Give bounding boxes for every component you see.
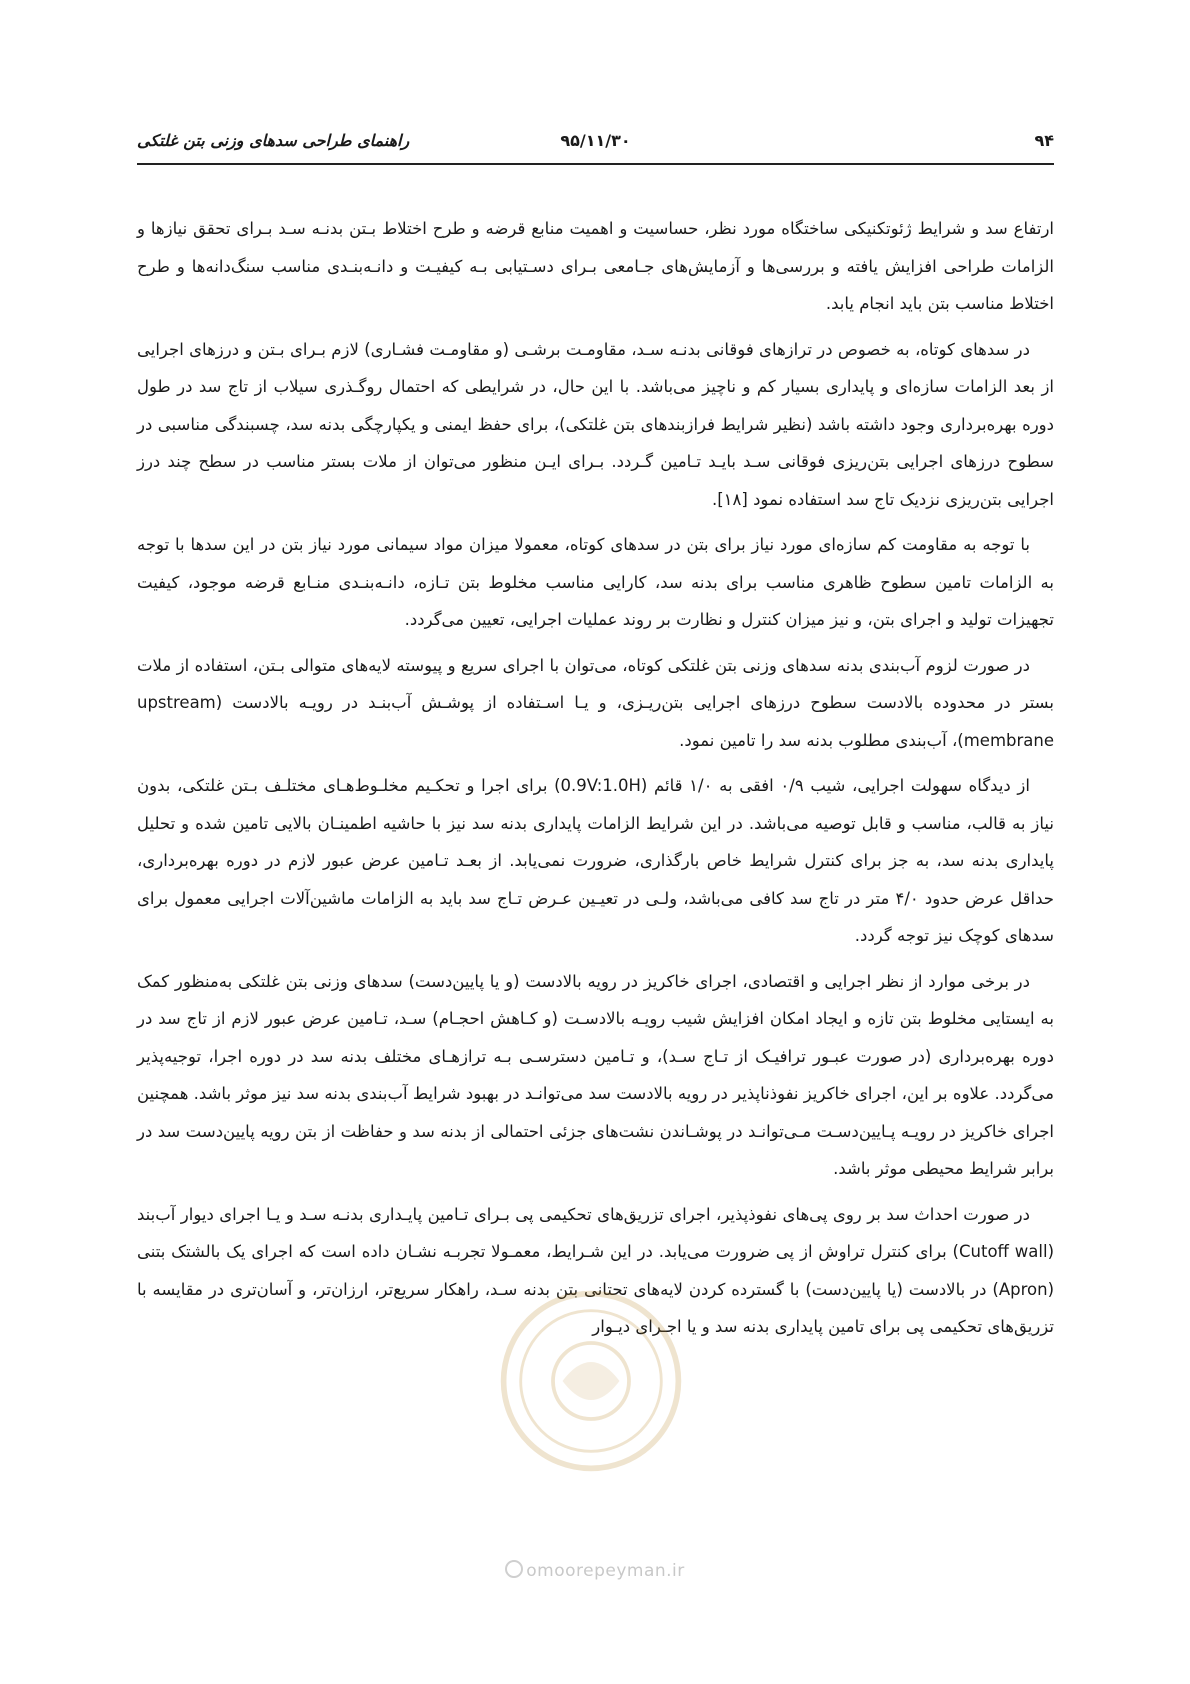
page-header bbox=[137, 127, 1054, 165]
paragraph: با توجه به مقاومت کم سازه‌ای مورد نیاز برای بتن در سدهای کوتاه، معمولا میزان مواد سیمانی مورد نیاز بتن در این سدها با توجه به الزامات تامین سطوح ظاهری مناسب برای بدنه سد، کارایی مناسب مخلوط بتن تـازه، دانـه‌بنـدی منـابع قرضه موجود، کیفیت تجهیزات تولید و اجرای بتن، و نیز میزان کنترل و نظارت بر روند عملیات اجرایی، تعیین می‌گردد. bbox=[137, 535, 1054, 629]
document-title: راهنمای طراحی سدهای وزنی بتن غلتکی bbox=[137, 131, 410, 150]
watermark-site-label: omoorepeyman.ir bbox=[526, 1561, 685, 1581]
paragraph: در صورت احداث سد بر روی پی‌های نفوذپذیر، اجرای تزریق‌های تحکیمی پی بـرای تـامین پایـداری بدنـه سـد و یـا اجرای دیوار آب‌بند (Cutoff wall) برای کنترل تراوش از پی ضرورت می‌یابد. در این شـرایط، معمـولا تجربـه نشـان داده است که اجرای یک بالشتک بتنی (Apron) در بالادست (یا پایین‌دست) با گسترده کردن لایه‌های تحتانی بتن بدنه سـد، راهکار سریع‌تر، ارزان‌تر، و آسان‌تری در مقایسه با تزریق‌های تحکیمی پی برای تامین پایداری بدنه سد و یا اجـرای دیـوار bbox=[137, 1204, 1054, 1336]
paragraph: از دیدگاه سهولت اجرایی، شیب ۰/۹ افقی به ۱/۰ قائم (0.9V:1.0H) برای اجرا و تحکـیم مخلـوط‌هـای مختلـف بـتن غلتکی، بدون نیاز به قالب، مناسب و قابل توصیه می‌باشد. در این شرایط الزامات پایداری بدنه سد نیز با حاشیه اطمینـان بالایی تامین شده و تحلیل پایداری بدنه سد، به جز برای کنترل شرایط خاص بارگذاری، ضرورت نمی‌یابد. از بعـد تـامین عرض عبور لازم در دوره بهره‌برداری، حداقل عرض حدود ۴/۰ متر در تاج سد کافی می‌باشد، ولـی در تعیـین عـرض تـاج سد باید به الزامات ماشین‌آلات اجرایی معمول برای سدهای کوچک نیز توجه گردد. bbox=[137, 776, 1054, 945]
paragraph: در برخی موارد از نظر اجرایی و اقتصادی، اجرای خاکریز در رویه بالادست (و یا پایین‌دست) سدهای وزنی بتن غلتکی به‌منظور کمک به ایستایی مخلوط بتن تازه و ایجاد امکان افزایش شیب رویـه بالادسـت (و کـاهش احجـام) سـد، تـامین عرض عبور لازم از تاج سد در دوره بهره‌برداری (در صورت عبـور ترافیـک از تـاج سـد)، و تـامین دسترسـی بـه ترازهـای مختلف بدنه سد در دوره اجرا، توجیه‌پذیر می‌گردد. علاوه بر این، اجرای خاکریز نفوذناپذیر در رویه بالادست سد می‌توانـد در بهبود شرایط آب‌بندی بدنه سد نیز موثر باشد. همچنین اجرای خاکریز در رویـه پـایین‌دسـت مـی‌توانـد در پوشـاندن نشت‌های جزئی احتمالی از بدنه سد و حفاظت از بتن رویه پایین‌دست سد در برابر شرایط محیطی موثر باشد. bbox=[137, 971, 1054, 1178]
header-date: ۹۵/۱۱/۳۰ bbox=[560, 131, 631, 150]
page-number: ۹۴ bbox=[1034, 131, 1054, 150]
paragraph: در صورت لزوم آب‌بندی بدنه سدهای وزنی بتن غلتکی کوتاه، می‌توان با اجرای سریع و پیوسته لایه‌های متوالی بـتن، استفاده از ملات بستر در محدوده بالادست سطوح درزهای اجرایی بتن‌ریـزی، و یـا اسـتفاده از پوشـش آب‌بنـد در رویـه بالادست (upstream membrane)، آب‌بندی مطلوب بدنه سد را تامین نمود. bbox=[137, 655, 1054, 750]
body-text bbox=[137, 210, 1054, 1354]
paragraph: در سدهای کوتاه، به خصوص در ترازهای فوقانی بدنـه سـد، مقاومـت برشـی (و مقاومـت فشـاری) لازم بـرای بـتن و درزهای اجرایی از بعد الزامات سازه‌ای و پایداری بسیار کم و ناچیز می‌باشد. با این حال، در شرایطی که احتمال روگـذری سیلاب از تاج سد در طول دوره بهره‌برداری وجود داشته باشد (نظیر شرایط فرازبندهای بتن غلتکی)، برای حفظ ایمنی و یکپارچگی بدنه سد، چسبندگی مناسبی در سطوح درزهای اجرایی بتن‌ریزی فوقانی سـد بایـد تـامین گـردد. بـرای ایـن منظور می‌توان از ملات بستر مناسب در سطح چند درز اجرایی بتن‌ریزی نزدیک تاج سد استفاده نمود [۱۸]. bbox=[137, 339, 1054, 509]
paragraph: ارتفاع سد و شرایط ژئوتکنیکی ساختگاه مورد نظر، حساسیت و اهمیت منابع قرضه و طرح اختلاط بـتن بدنـه سـد بـرای تحقق نیازها و الزامات طراحی افزایش یافته و بررسی‌ها و آزمایش‌های جـامعی بـرای دسـتیابی بـه کیفیـت و دانـه‌بنـدی مناسب سنگ‌دانه‌ها و طرح اختلاط مناسب بتن باید انجام یابد. bbox=[137, 219, 1054, 313]
globe-icon bbox=[505, 1560, 523, 1578]
watermark-site bbox=[0, 1560, 1190, 1581]
